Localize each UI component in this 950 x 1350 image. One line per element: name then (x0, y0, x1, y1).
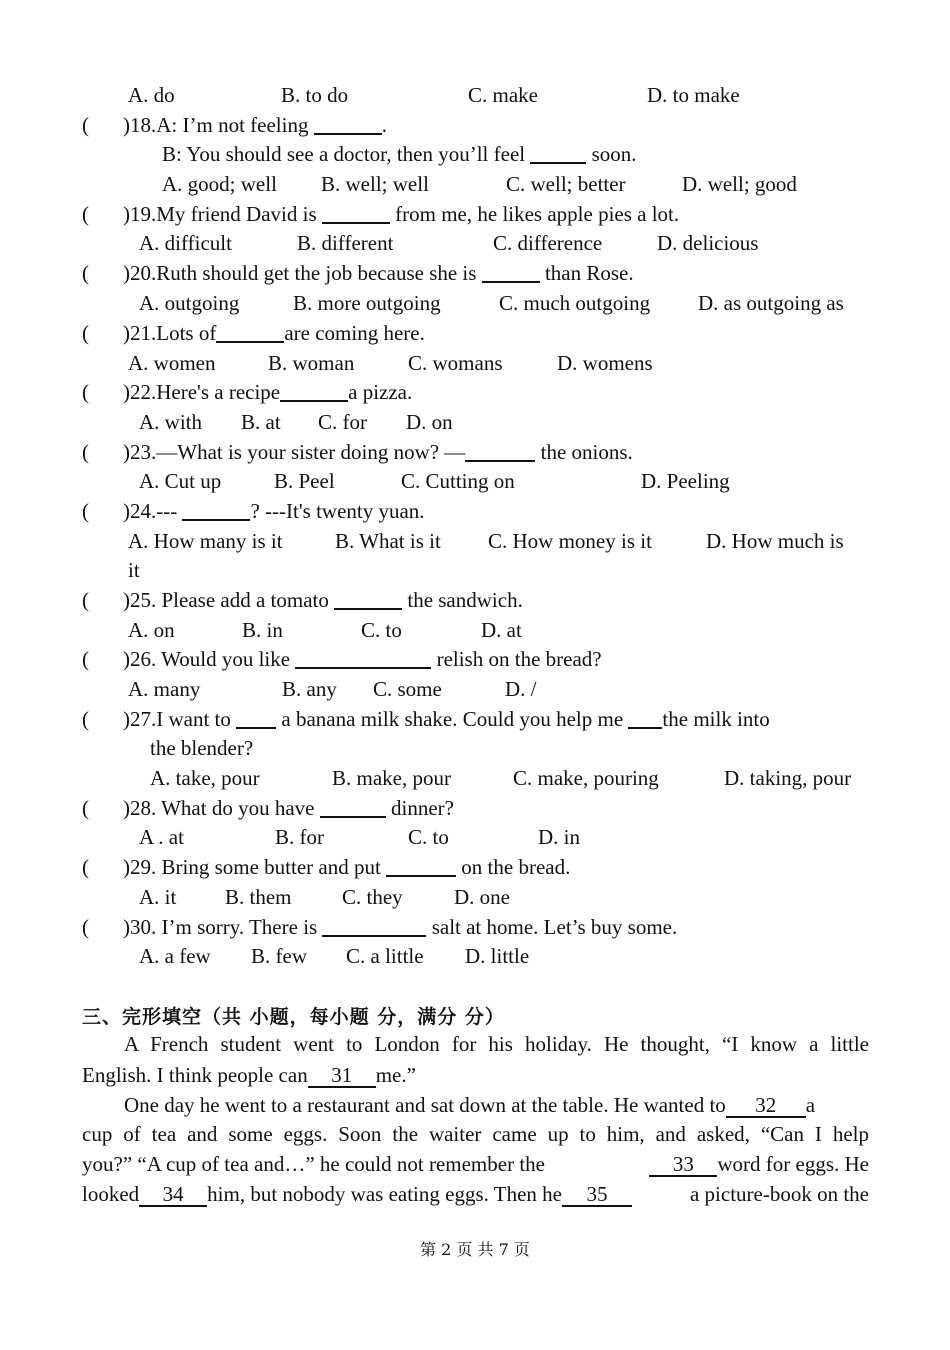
option: B. in (242, 618, 283, 642)
option: A. with (139, 410, 202, 434)
option: B. Peel (274, 469, 335, 493)
option: D. well; good (682, 172, 797, 196)
question-stem: )19.My friend David is from me, he likes apple pies a lot. (123, 202, 680, 226)
question-stem: )22.Here's a recipe a pizza. (123, 380, 413, 404)
question-stem: )26. Would you like relish on the bread? (123, 647, 602, 671)
answer-paren[interactable]: ( (82, 321, 89, 345)
option: C. make, pouring (513, 766, 659, 790)
option: A. How many is it (128, 529, 283, 553)
option: D. on (406, 410, 453, 434)
option: A. take, pour (150, 766, 260, 790)
answer-paren[interactable]: ( (82, 440, 89, 464)
passage-line: One day he went to a restaurant and sat down at the table. He wanted to 32 a (124, 1093, 816, 1117)
question-stem: )29. Bring some butter and put on the bread. (123, 855, 571, 879)
question-stem: )27.I want to a banana milk shake. Could you help me the milk into (123, 707, 770, 731)
option: C. they (342, 885, 403, 909)
option: B. few (251, 944, 307, 968)
option: C. well; better (506, 172, 626, 196)
question-stem: )20.Ruth should get the job because she is than Rose. (123, 261, 634, 285)
option: A. outgoing (139, 291, 240, 315)
answer-paren[interactable]: ( (82, 588, 89, 612)
option: B. any (282, 677, 337, 701)
answer-paren[interactable]: ( (82, 796, 89, 820)
option: D. How much is (706, 529, 844, 553)
option: D. little (465, 944, 530, 968)
question-stem: )28. What do you have dinner? (123, 796, 454, 820)
option: A. do (128, 83, 175, 107)
option: C. Cutting on (401, 469, 515, 493)
option-wrap: it (128, 558, 140, 582)
option: A . at (139, 825, 184, 849)
option: B. for (275, 825, 324, 849)
option: B. them (225, 885, 292, 909)
option: B. woman (268, 351, 355, 375)
option: B. more outgoing (293, 291, 441, 315)
answer-paren[interactable]: ( (82, 915, 89, 939)
option: B. different (297, 231, 394, 255)
option: A. Cut up (139, 469, 222, 493)
question-stem: )24.--- ? ---It's twenty yuan. (123, 499, 425, 523)
answer-paren[interactable]: ( (82, 499, 89, 523)
option: B. at (241, 410, 281, 434)
option: A. it (139, 885, 177, 909)
answer-paren[interactable]: ( (82, 647, 89, 671)
answer-paren[interactable]: ( (82, 261, 89, 285)
option: C. to (361, 618, 402, 642)
option: A. good; well (162, 172, 277, 196)
answer-paren[interactable]: ( (82, 202, 89, 226)
answer-paren[interactable]: ( (82, 113, 89, 137)
option: C. for (318, 410, 367, 434)
blank-34[interactable]: 34 (139, 1183, 207, 1207)
passage-line: English. I think people can 31 me.” (82, 1063, 416, 1087)
option: A. many (128, 677, 201, 701)
option: B. What is it (335, 529, 441, 553)
option: C. womans (408, 351, 503, 375)
option: D. / (505, 677, 537, 701)
option: C. How money is it (488, 529, 652, 553)
passage-line: cup of tea and some eggs. Soon the waiter came up to him, and asked, “Can I help (82, 1122, 869, 1146)
option: B. well; well (321, 172, 429, 196)
option: D. one (454, 885, 510, 909)
answer-paren[interactable]: ( (82, 855, 89, 879)
question-stem: )30. I’m sorry. There is salt at home. Let’s buy some. (123, 915, 678, 939)
option: D. in (538, 825, 580, 849)
option: A. on (128, 618, 175, 642)
blank-32[interactable]: 32 (726, 1094, 806, 1118)
option: D. womens (557, 351, 653, 375)
option: C. much outgoing (499, 291, 651, 315)
question-stem: )21.Lots of are coming here. (123, 321, 425, 345)
option: D. at (481, 618, 522, 642)
option: C. some (373, 677, 442, 701)
option: C. to (408, 825, 449, 849)
answer-paren[interactable]: ( (82, 707, 89, 731)
section-title: 三、完形填空（共 小题，每小题 分，满分 分） (82, 1006, 505, 1028)
answer-paren[interactable]: ( (82, 380, 89, 404)
passage-line: you?” “A cup of tea and…” he could not remember the 33 word for eggs. He (82, 1152, 869, 1176)
option: D. delicious (657, 231, 759, 255)
option: D. Peeling (641, 469, 730, 493)
option: A. difficult (139, 231, 232, 255)
passage-line: A French student went to London for his holiday. He thought, “I know a little (124, 1032, 869, 1056)
blank-31[interactable]: 31 (308, 1064, 376, 1088)
option: A. women (128, 351, 216, 375)
option: B. to do (281, 83, 349, 107)
option: D. as outgoing as (698, 291, 844, 315)
question-stem-line2: the blender? (150, 736, 254, 760)
question-stem: )18.A: I’m not feeling . (123, 113, 387, 137)
option: C. a little (346, 944, 424, 968)
passage-line: looked 34 him, but nobody was eating eggs. Then he 35 a picture-book on the (82, 1182, 869, 1206)
question-stem: )23.—What is your sister doing now? — the onions. (123, 440, 633, 464)
option: D. to make (647, 83, 740, 107)
option: C. make (468, 83, 538, 107)
option: B. make, pour (332, 766, 451, 790)
option: A. a few (139, 944, 211, 968)
question-stem: )25. Please add a tomato the sandwich. (123, 588, 523, 612)
option: C. difference (493, 231, 603, 255)
page-footer: 第 2 页 共 7 页 (420, 1240, 530, 1259)
blank-35[interactable]: 35 (562, 1183, 632, 1207)
question-stem-line2: B: You should see a doctor, then you’ll feel soon. (162, 142, 637, 166)
blank-33[interactable]: 33 (649, 1153, 717, 1177)
option: D. taking, pour (724, 766, 852, 790)
